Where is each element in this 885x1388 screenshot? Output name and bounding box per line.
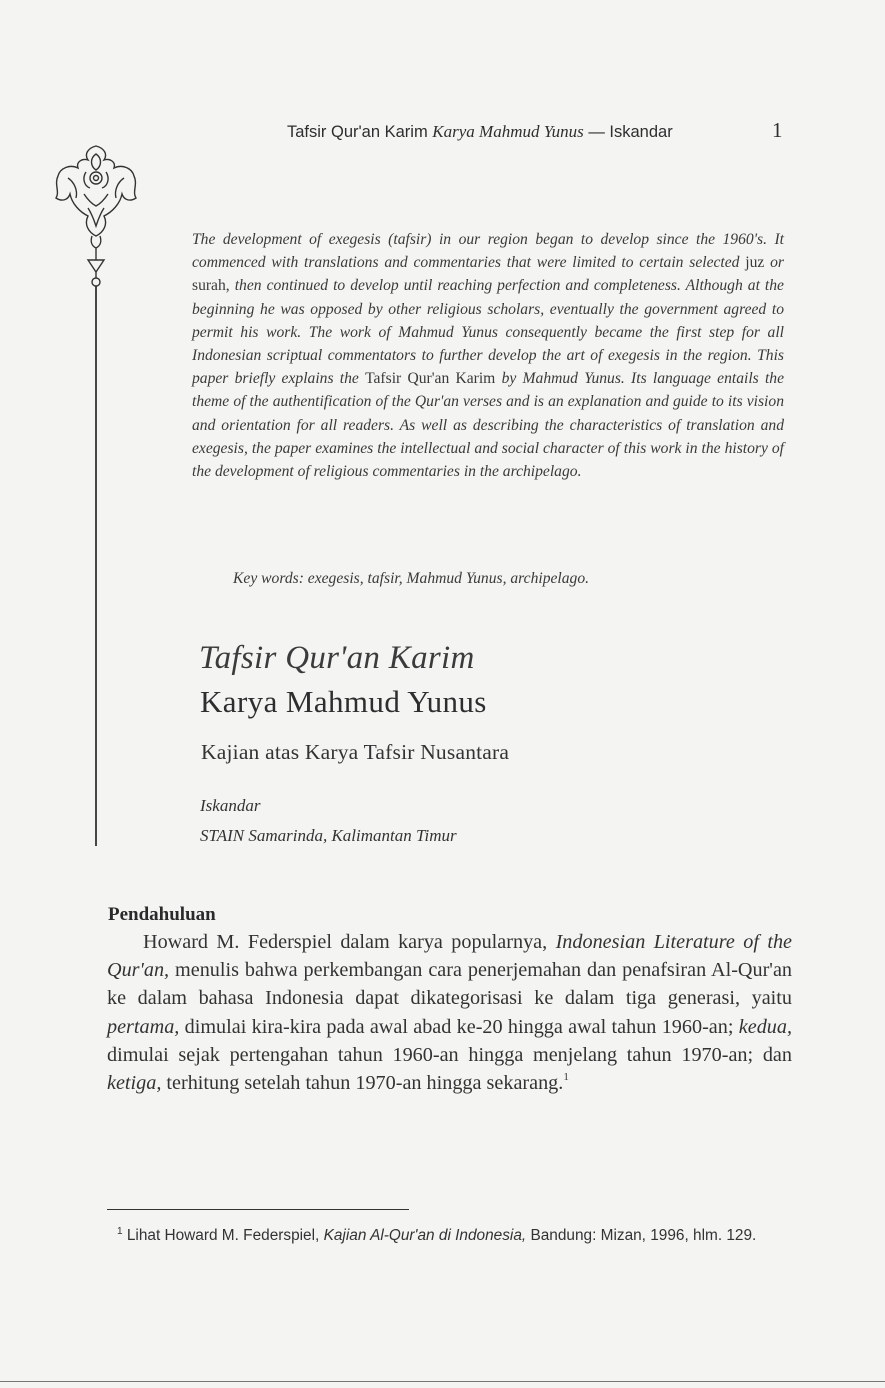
- body-text-5: terhitung setelah tahun 1970-an hingga sekarang.: [166, 1072, 564, 1095]
- body-text-1: Howard M. Federspiel dalam karya popularnya,: [143, 931, 548, 953]
- footnote: [107, 1224, 792, 1248]
- body-book-title: Indonesian Literature of the Qur'an,: [107, 931, 792, 982]
- footnote-reference[interactable]: 1: [563, 1071, 569, 1084]
- article-subtitle: Kajian atas Karya Tafsir Nusantara: [201, 740, 510, 764]
- abstract-term-surah: surah: [192, 277, 226, 295]
- footnote-text-1: Lihat Howard M. Federspiel,: [126, 1227, 320, 1244]
- abstract-text-1: The development of exegesis (tafsir) in our region began to develop since the 1960's. It commenced with translations and commentaries that were limited to certain selected: [192, 231, 784, 272]
- body-text-3: dimulai kira-kira pada awal abad ke-20 hingga awal tahun 1960-an;: [184, 1015, 734, 1038]
- header-title-italic: Karya Mahmud Yunus: [432, 122, 584, 141]
- page-bottom-edge: [0, 1381, 885, 1382]
- running-header: [287, 122, 787, 142]
- header-title: Tafsir Qur'an Karim: [287, 123, 428, 141]
- article-author: Iskandar: [200, 796, 261, 815]
- body-text-2: menulis bahwa perkembangan cara penerjemahan dan penafsiran Al-Qur'an ke dalam bahasa Indonesia dapat dikategorisasi ke dalam tiga generasi, yaitu: [107, 959, 793, 1010]
- body-term-kedua: kedua,: [738, 1015, 793, 1038]
- body-paragraph: [107, 928, 792, 1097]
- article-affiliation: STAIN Samarinda, Kalimantan Timur: [200, 826, 457, 845]
- abstract-or: or: [770, 254, 784, 272]
- footnote-divider: [107, 1209, 409, 1210]
- article-title: Karya Mahmud Yunus: [200, 684, 487, 719]
- abstract-text-2: then continued to develop until reaching perfection and completeness. Although at the beginning he was opposed by other religious scholars, eventually the government agreed to permit his work. The work of Mahmud Yunus consequently became the first step for all Indonesian scriptual commentators to further develop the art of exegesis in the region. This paper briefly explains the: [192, 277, 784, 388]
- page-number: 1: [772, 118, 783, 142]
- section-heading: Pendahuluan: [108, 904, 216, 925]
- header-author: Iskandar: [609, 123, 673, 141]
- abstract-term-juz: juz: [745, 254, 765, 272]
- body-term-pertama: pertama,: [107, 1015, 180, 1038]
- abstract: The development of exegesis (tafsir) in our region began to develop since the 1960's. It commenced with translations and commentaries that were limited to certain selected juz or surah, then continued to develop until reaching perfection and completeness. Although at the beginning he was opposed by other religious scholars, eventually the government agreed to permit his work. The work of Mahmud Yunus consequently became the first step for all Indonesian scriptual commentators to further develop the art of exegesis in the region. This paper briefly explains the Tafsir Qur'an Karim by Mahmud Yunus. Its language entails the theme of the authentification of the Qur'an verses and is an explanation and guide to its vision and orientation for all readers. As well as describing the characteristics of translation and exegesis, the paper examines the intellectual and social character of this work in the history of the development of religious commentaries in the archipelago.: [192, 231, 785, 481]
- keywords: Key words: exegesis, tafsir, Mahmud Yunus, archipelago.: [233, 570, 590, 587]
- abstract-work-title: Tafsir Qur'an Karim: [365, 370, 496, 388]
- body-term-ketiga: ketiga,: [107, 1072, 162, 1095]
- footnote-mark: 1: [117, 1226, 123, 1237]
- footnote-book-title: Kajian Al-Qur'an di Indonesia,: [323, 1227, 527, 1244]
- ornament-icon: [48, 142, 144, 848]
- article-title-italic: Tafsir Qur'an Karim: [199, 640, 475, 676]
- header-separator: —: [588, 123, 605, 141]
- body-text-4: dimulai sejak pertengahan tahun 1960-an hingga menjelang tahun 1970-an; dan: [107, 1043, 792, 1066]
- footnote-text-2: Bandung: Mizan, 1996, hlm. 129.: [530, 1227, 757, 1244]
- abstract-text-3: by Mahmud Yunus. Its language entails the theme of the authentification of the Qur'an verses and is an explanation and guide to its vision and orientation for all readers. As well as describing the characteristics of translation and exegesis, the paper examines the intellectual and social character of this work in the history of the development of religious commentaries in the archipelago.: [192, 370, 785, 481]
